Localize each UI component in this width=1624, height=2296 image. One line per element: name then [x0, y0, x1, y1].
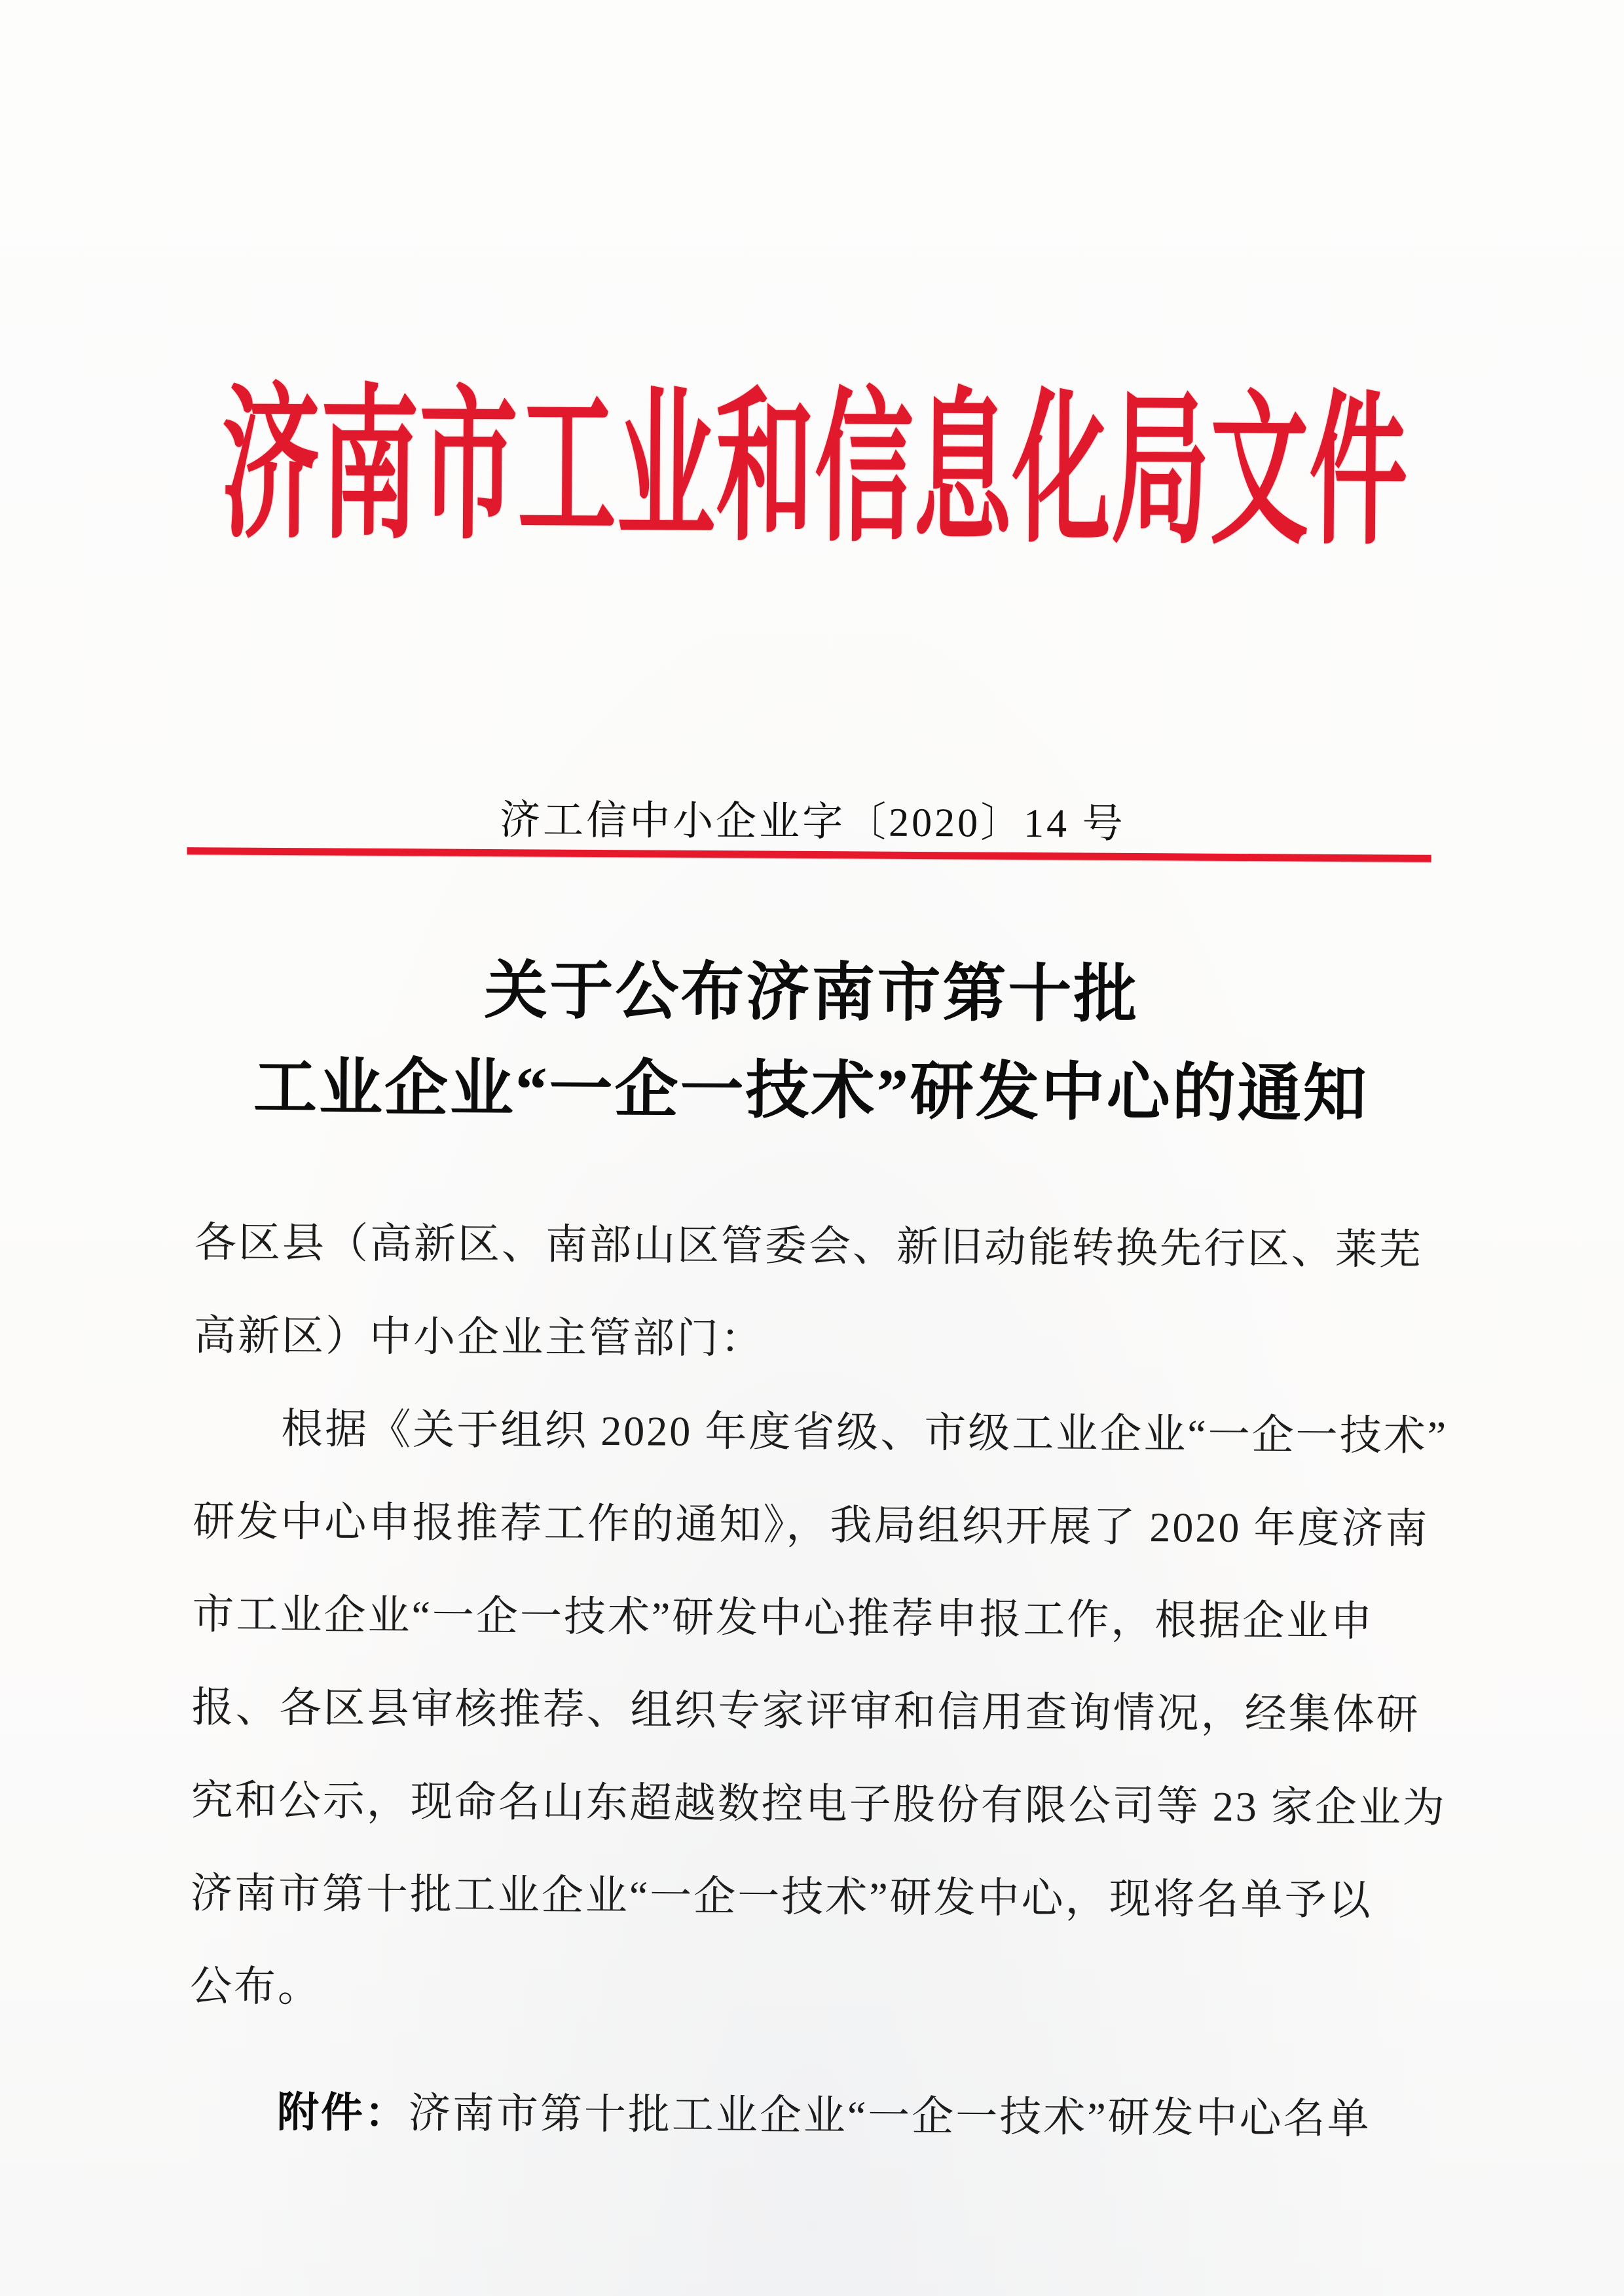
- paragraph-line: 报、各区县审核推荐、组织专家评审和信用查询情况，经集体研: [191, 1684, 1420, 1738]
- attachment-reference: [189, 2066, 1453, 2166]
- attachment-text: 济南市第十批工业企业“一企一技术”研发中心名单: [408, 2090, 1371, 2143]
- paragraph-line: 公布。: [189, 1963, 322, 2011]
- document-title-line1: 关于公布济南市第十批: [483, 955, 1139, 1030]
- document-body: [189, 1196, 1458, 2166]
- document-title-line2: 工业企业“一企一技术”研发中心的通知: [253, 1052, 1369, 1130]
- document-number: 济工信中小企业字〔2020〕14 号: [499, 798, 1126, 847]
- paragraph-line: 济南市第十批工业企业“一企一技术”研发中心，现将名单予以: [190, 1870, 1373, 1924]
- attachment-label: 附件：: [276, 2089, 409, 2137]
- paragraph-line: 究和公示，现命名山东超越数控电子股份有限公司等 23 家企业为: [191, 1777, 1447, 1831]
- paragraph-line: 研发中心申报推荐工作的通知》，我局组织开展了 2020 年度济南: [193, 1498, 1430, 1552]
- letterhead-banner: [3, 375, 1624, 565]
- red-separator-line: [187, 847, 1431, 862]
- salutation-line: 高新区）中小企业主管部门：: [193, 1312, 765, 1362]
- document-title: [0, 939, 1624, 1145]
- paragraph-line: 根据《关于组织 2020 年度省级、市级工业企业“一企一技术”: [281, 1406, 1449, 1459]
- paragraph-line: 市工业企业“一企一技术”研发中心推荐申报工作，根据企业申: [192, 1591, 1375, 1645]
- letterhead-title: 济南市工业和信息化局文件: [221, 375, 1409, 565]
- salutation-line: 各区县（高新区、南部山区管委会、新旧动能转换先行区、莱芜: [194, 1219, 1424, 1273]
